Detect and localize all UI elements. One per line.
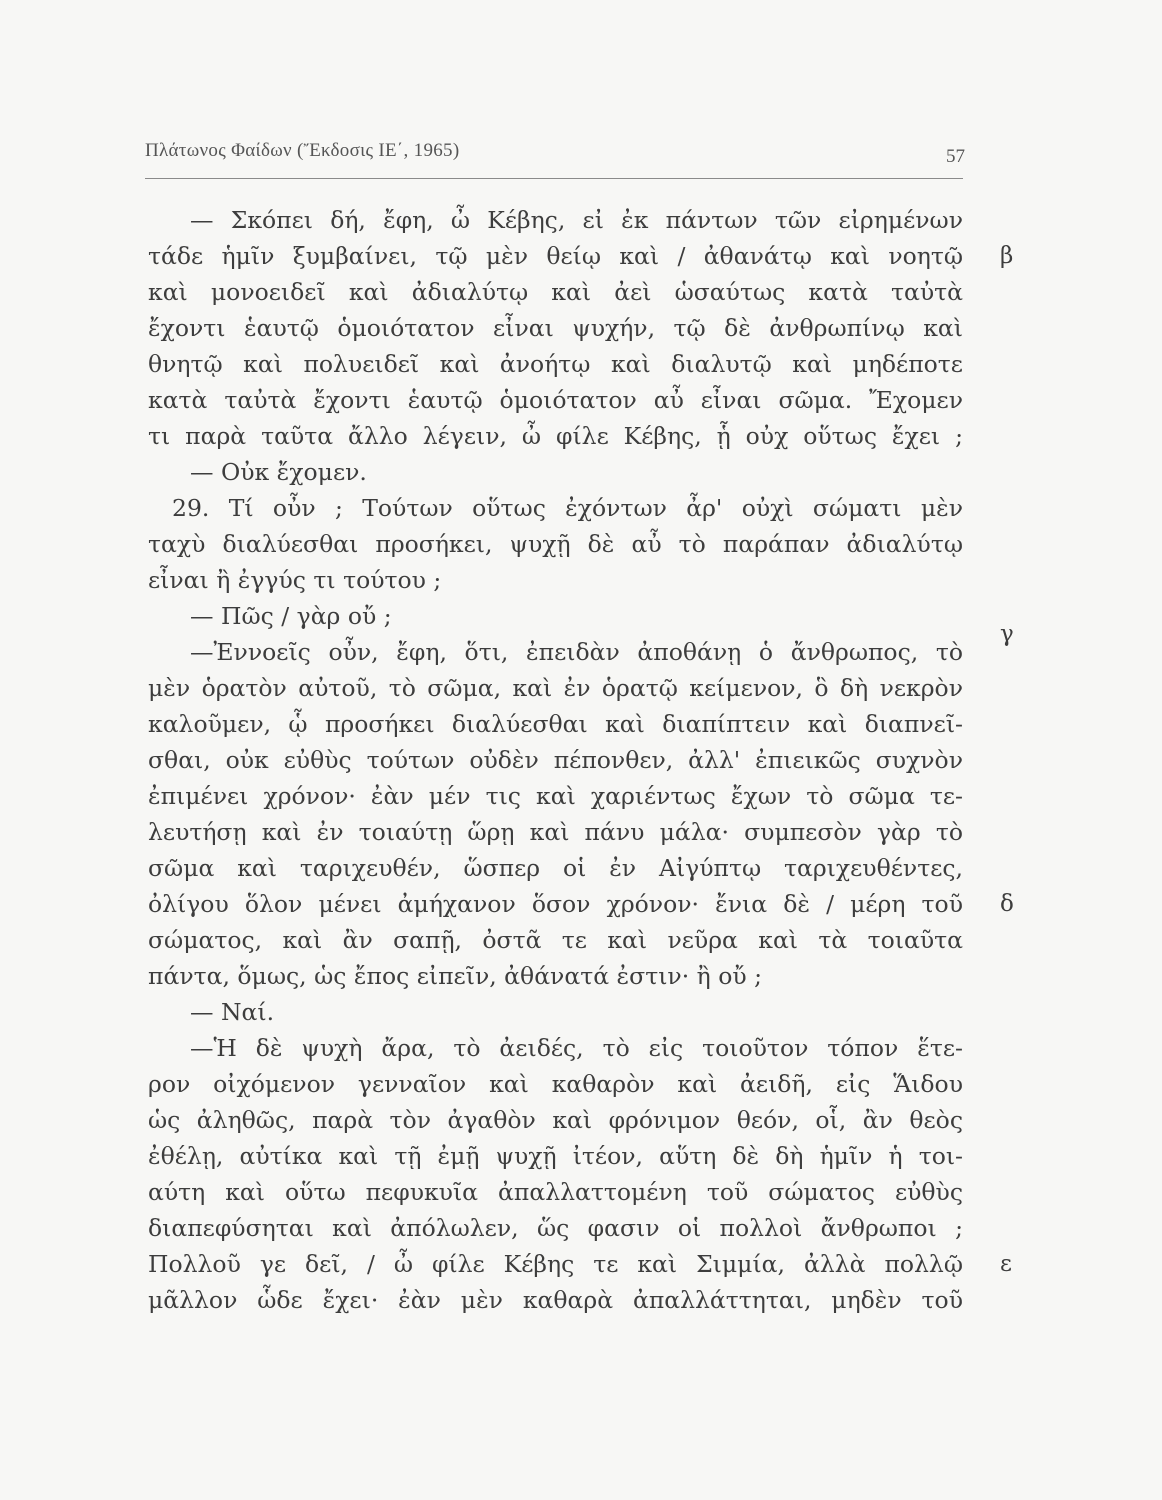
text-line: ὀλίγου ὅλον μένει ἀμήχανον ὅσον χρόνον· ἔνια δὲ / μέρη τοῦ bbox=[148, 890, 963, 918]
text-line: σθαι, οὐκ εὐθὺς τούτων οὐδὲν πέπονθεν, ἀλλ' ἐπιεικῶς συχνὸν bbox=[148, 746, 963, 774]
text-line: τάδε ἡμῖν ξυμβαίνει, τῷ μὲν θείῳ καὶ / ἀθανάτῳ καὶ νοητῷ bbox=[148, 242, 963, 270]
text-line: 29. Τί οὖν ; Τούτων οὕτως ἐχόντων ἆρ' οὐχὶ σώματι μὲν bbox=[172, 494, 963, 522]
text-line: ἐπιμένει χρόνον· ἐὰν μέν τις καὶ χαριέντως ἔχων τὸ σῶμα τε- bbox=[148, 782, 963, 810]
text-line: διαπεφύσηται καὶ ἀπόλωλεν, ὥς φασιν οἱ πολλοὶ ἄνθρωποι ; bbox=[148, 1214, 963, 1242]
text-line: — Οὐκ ἔχομεν. bbox=[190, 458, 367, 486]
margin-section-gamma: γ bbox=[1000, 621, 1014, 647]
text-line: ἔχοντι ἑαυτῷ ὁμοιότατον εἶναι ψυχήν, τῷ δὲ ἀνθρωπίνῳ καὶ bbox=[148, 314, 963, 342]
page-header bbox=[145, 140, 965, 176]
text-line: αύτη καὶ οὕτω πεφυκυῖα ἀπαλλαττομένη τοῦ σώματος εὐθὺς bbox=[148, 1178, 963, 1206]
text-line: —Ἐννοεῖς οὖν, ἔφη, ὅτι, ἐπειδὰν ἀποθάνῃ ὁ ἄνθρωπος, τὸ bbox=[190, 638, 963, 666]
text-line: —Ἡ δὲ ψυχὴ ἄρα, τὸ ἀειδές, τὸ εἰς τοιοῦτον τόπον ἕτε- bbox=[190, 1034, 963, 1062]
text-line: μᾶλλον ὧδε ἔχει· ἐὰν μὲν καθαρὰ ἀπαλλάττηται, μηδὲν τοῦ bbox=[148, 1286, 963, 1314]
header-rule bbox=[145, 178, 963, 179]
text-line: κατὰ ταὐτὰ ἔχοντι ἑαυτῷ ὁμοιότατον αὖ εἶναι σῶμα. Ἔχομεν bbox=[148, 386, 963, 414]
text-line: πάντα, ὅμως, ὡς ἔπος εἰπεῖν, ἀθάνατά ἐστιν· ἢ οὔ ; bbox=[148, 962, 763, 990]
text-line: ἐθέλῃ, αὐτίκα καὶ τῇ ἐμῇ ψυχῇ ἰτέον, αὕτη δὲ δὴ ἡμῖν ἡ τοι- bbox=[148, 1142, 963, 1170]
text-line: ὡς ἀληθῶς, παρὰ τὸν ἀγαθὸν καὶ φρόνιμον θεόν, οἷ, ἂν θεὸς bbox=[148, 1106, 963, 1134]
text-line: σώματος, καὶ ἂν σαπῇ, ὀστᾶ τε καὶ νεῦρα καὶ τὰ τοιαῦτα bbox=[148, 926, 963, 954]
text-line: — Πῶς / γὰρ οὔ ; bbox=[190, 602, 392, 630]
margin-section-epsilon: ε bbox=[1000, 1251, 1012, 1277]
text-line: εἶναι ἢ ἐγγύς τι τούτου ; bbox=[148, 566, 442, 594]
margin-section-beta: β bbox=[1000, 243, 1014, 269]
text-line: καὶ μονοειδεῖ καὶ ἀδιαλύτῳ καὶ ἀεὶ ὡσαύτως κατὰ ταὐτὰ bbox=[148, 278, 963, 306]
text-line: θνητῷ καὶ πολυειδεῖ καὶ ἀνοήτῳ καὶ διαλυτῷ καὶ μηδέποτε bbox=[148, 350, 963, 378]
text-line: καλοῦμεν, ᾧ προσήκει διαλύεσθαι καὶ διαπίπτειν καὶ διαπνεῖ- bbox=[148, 710, 963, 738]
text-line: — Ναί. bbox=[190, 998, 275, 1026]
text-line: Πολλοῦ γε δεῖ, / ὦ φίλε Κέβης τε καὶ Σιμμία, ἀλλὰ πολλῷ bbox=[148, 1250, 963, 1278]
page-number: 57 bbox=[946, 146, 965, 167]
text-line: ρον οἰχόμενον γενναῖον καὶ καθαρὸν καὶ ἀειδῆ, εἰς Ἅιδου bbox=[148, 1070, 963, 1098]
running-head: Πλάτωνος Φαίδων (Ἔκδοσις ΙΕ΄, 1965) bbox=[145, 140, 460, 161]
text-line: μὲν ὁρατὸν αὐτοῦ, τὸ σῶμα, καὶ ἐν ὁρατῷ κείμενον, ὃ δὴ νεκρὸν bbox=[148, 674, 963, 702]
text-line: ταχὺ διαλύεσθαι προσήκει, ψυχῇ δὲ αὖ τὸ παράπαν ἀδιαλύτῳ bbox=[148, 530, 963, 558]
text-line: — Σκόπει δή, ἔφη, ὦ Κέβης, εἰ ἐκ πάντων τῶν εἰρημένων bbox=[190, 206, 963, 234]
text-line: λευτήσῃ καὶ ἐν τοιαύτῃ ὥρῃ καὶ πάνυ μάλα· συμπεσὸν γὰρ τὸ bbox=[148, 818, 963, 846]
text-line: σῶμα καὶ ταριχευθέν, ὥσπερ οἱ ἐν Αἰγύπτῳ ταριχευθέντες, bbox=[148, 854, 963, 882]
margin-section-delta: δ bbox=[1000, 891, 1014, 917]
text-line: τι παρὰ ταῦτα ἄλλο λέγειν, ὦ φίλε Κέβης, ᾗ οὐχ οὕτως ἔχει ; bbox=[148, 422, 963, 450]
